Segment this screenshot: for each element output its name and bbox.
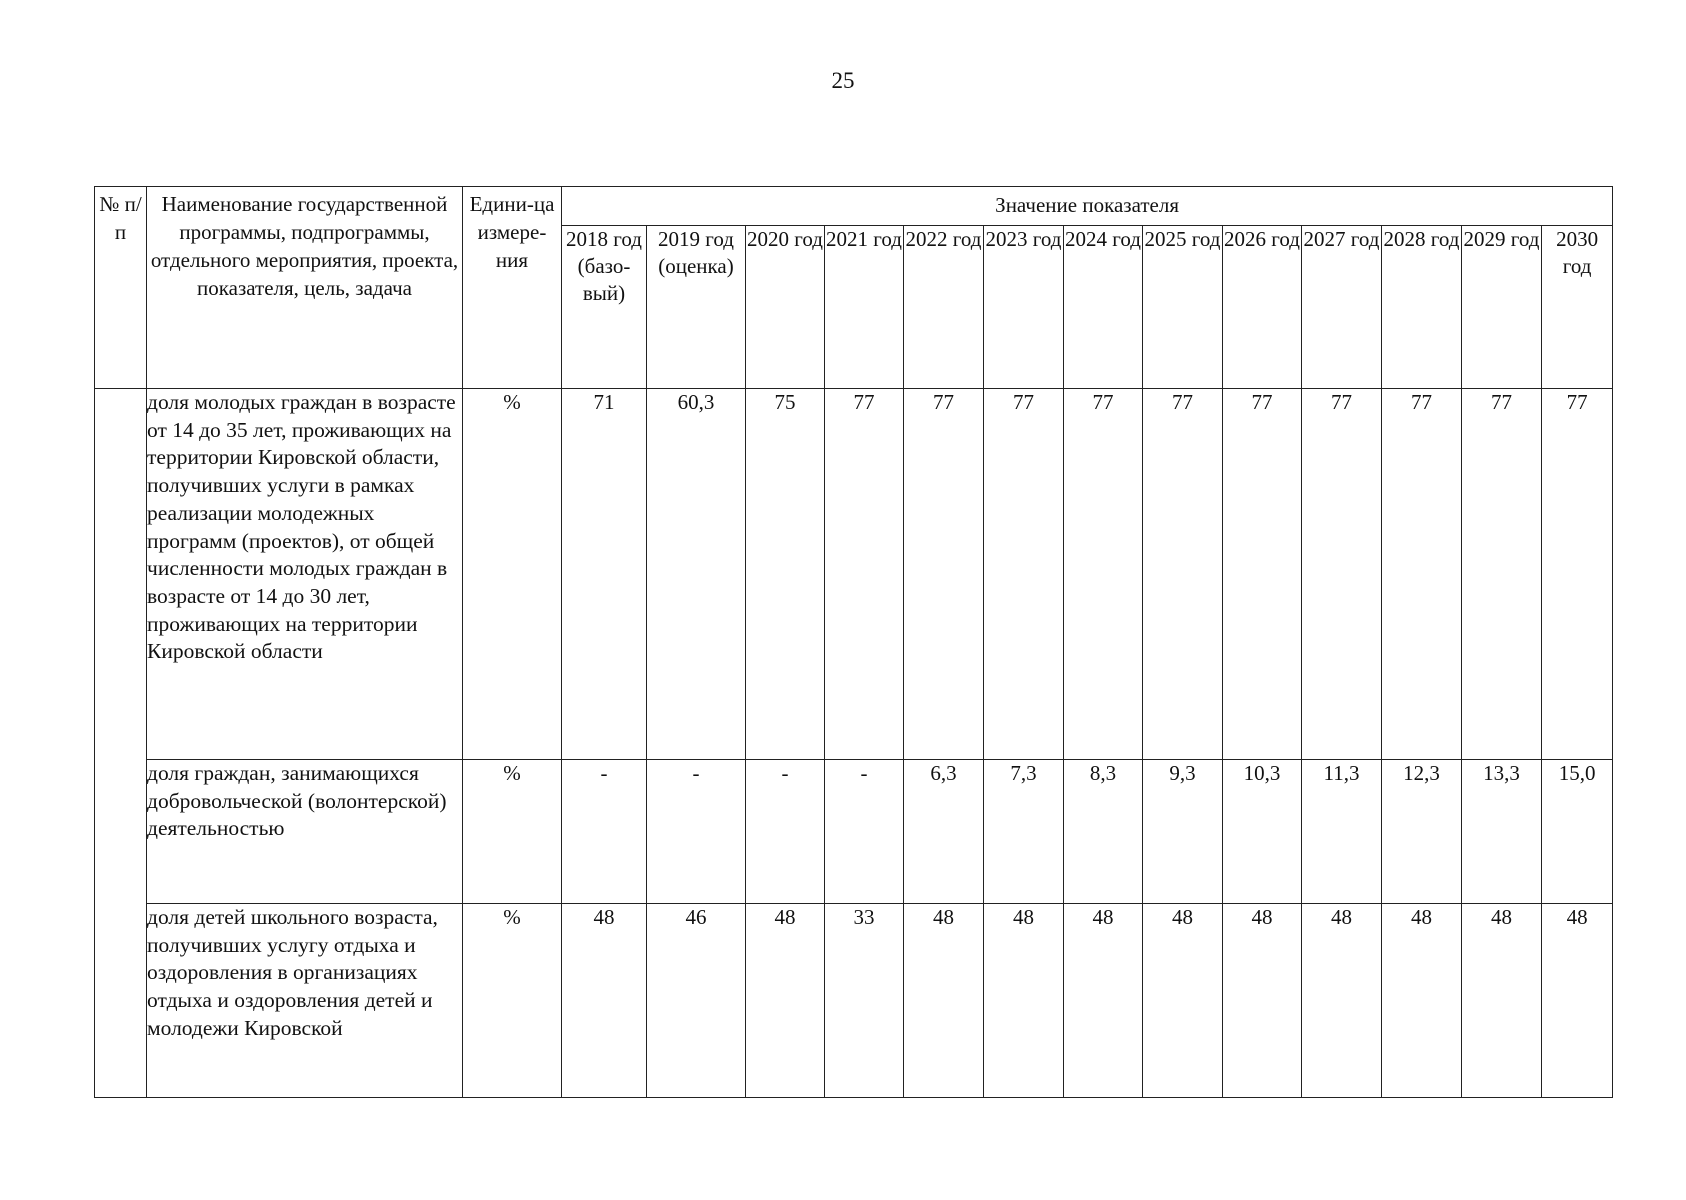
indicator-value: 48 xyxy=(1143,904,1223,1098)
indicator-value: 10,3 xyxy=(1223,760,1302,904)
indicator-value: 48 xyxy=(904,904,984,1098)
header-year: 2028 год xyxy=(1382,226,1462,389)
indicator-value: 6,3 xyxy=(904,760,984,904)
header-year: 2029 год xyxy=(1462,226,1542,389)
indicator-value: 12,3 xyxy=(1382,760,1462,904)
header-year: 2022 год xyxy=(904,226,984,389)
header-year: 2025 год xyxy=(1143,226,1223,389)
indicator-unit: % xyxy=(463,904,562,1098)
indicator-value: 7,3 xyxy=(984,760,1064,904)
indicator-value: 48 xyxy=(1382,904,1462,1098)
indicator-value: 11,3 xyxy=(1302,760,1382,904)
indicator-value: 77 xyxy=(1542,389,1613,760)
indicator-value: 13,3 xyxy=(1462,760,1542,904)
header-year: 2018 год (базо-вый) xyxy=(562,226,647,389)
indicator-value: 46 xyxy=(647,904,746,1098)
indicator-value: 15,0 xyxy=(1542,760,1613,904)
table-row xyxy=(95,389,1613,760)
header-unit: Едини-ца измере-ния xyxy=(463,187,562,389)
header-num: № п/п xyxy=(95,187,147,389)
indicator-value: 77 xyxy=(1143,389,1223,760)
indicators-table xyxy=(94,186,1613,1098)
indicator-value: 48 xyxy=(984,904,1064,1098)
indicator-value: 60,3 xyxy=(647,389,746,760)
indicator-value: - xyxy=(746,760,825,904)
indicator-value: 77 xyxy=(825,389,904,760)
indicator-value: 77 xyxy=(1064,389,1143,760)
row-num-cell xyxy=(95,389,147,1098)
indicator-name: доля молодых граждан в возрасте от 14 до 35 лет, проживающих на территории Кировской области, получивших услуги в рамках реализации молодежных программ (проектов), от общей численности молодых граждан в возрасте от 14 до 30 лет, проживающих на территории Кировской области xyxy=(147,389,463,760)
header-year: 2023 год xyxy=(984,226,1064,389)
header-year: 2030 год xyxy=(1542,226,1613,389)
indicator-value: 48 xyxy=(1302,904,1382,1098)
header-year: 2027 год xyxy=(1302,226,1382,389)
indicator-name: доля детей школьного возраста, получивших услугу отдыха и оздоровления в организациях отдыха и оздоровления детей и молодежи Кировской xyxy=(147,904,463,1098)
indicator-value: 48 xyxy=(1542,904,1613,1098)
indicator-unit: % xyxy=(463,389,562,760)
indicator-value: 77 xyxy=(904,389,984,760)
table-row xyxy=(95,760,1613,904)
header-year: 2026 год xyxy=(1223,226,1302,389)
indicator-value: 48 xyxy=(746,904,825,1098)
indicator-value: 48 xyxy=(1462,904,1542,1098)
indicator-value: 75 xyxy=(746,389,825,760)
header-indicator-value: Значение показателя xyxy=(562,187,1613,226)
indicator-value: 48 xyxy=(1223,904,1302,1098)
header-row-top xyxy=(95,187,1613,226)
indicator-value: - xyxy=(825,760,904,904)
indicator-value: 48 xyxy=(562,904,647,1098)
page-number: 25 xyxy=(831,68,855,93)
indicator-value: 48 xyxy=(1064,904,1143,1098)
header-year: 2021 год xyxy=(825,226,904,389)
indicator-value: 8,3 xyxy=(1064,760,1143,904)
table-row xyxy=(95,904,1613,1098)
indicator-value: 77 xyxy=(984,389,1064,760)
header-year: 2020 год xyxy=(746,226,825,389)
indicator-value: 77 xyxy=(1223,389,1302,760)
indicator-value: 9,3 xyxy=(1143,760,1223,904)
indicator-value: 77 xyxy=(1462,389,1542,760)
indicator-value: 77 xyxy=(1382,389,1462,760)
header-year: 2024 год xyxy=(1064,226,1143,389)
indicator-value: - xyxy=(562,760,647,904)
indicator-unit: % xyxy=(463,760,562,904)
indicator-value: - xyxy=(647,760,746,904)
header-name: Наименование государственной программы, подпрограммы, отдельного мероприятия, проекта, показателя, цель, задача xyxy=(147,187,463,389)
indicator-name: доля граждан, занимающихся добровольческой (волонтерской) деятельностью xyxy=(147,760,463,904)
indicator-value: 71 xyxy=(562,389,647,760)
header-year: 2019 год (оценка) xyxy=(647,226,746,389)
indicator-value: 33 xyxy=(825,904,904,1098)
indicator-value: 77 xyxy=(1302,389,1382,760)
